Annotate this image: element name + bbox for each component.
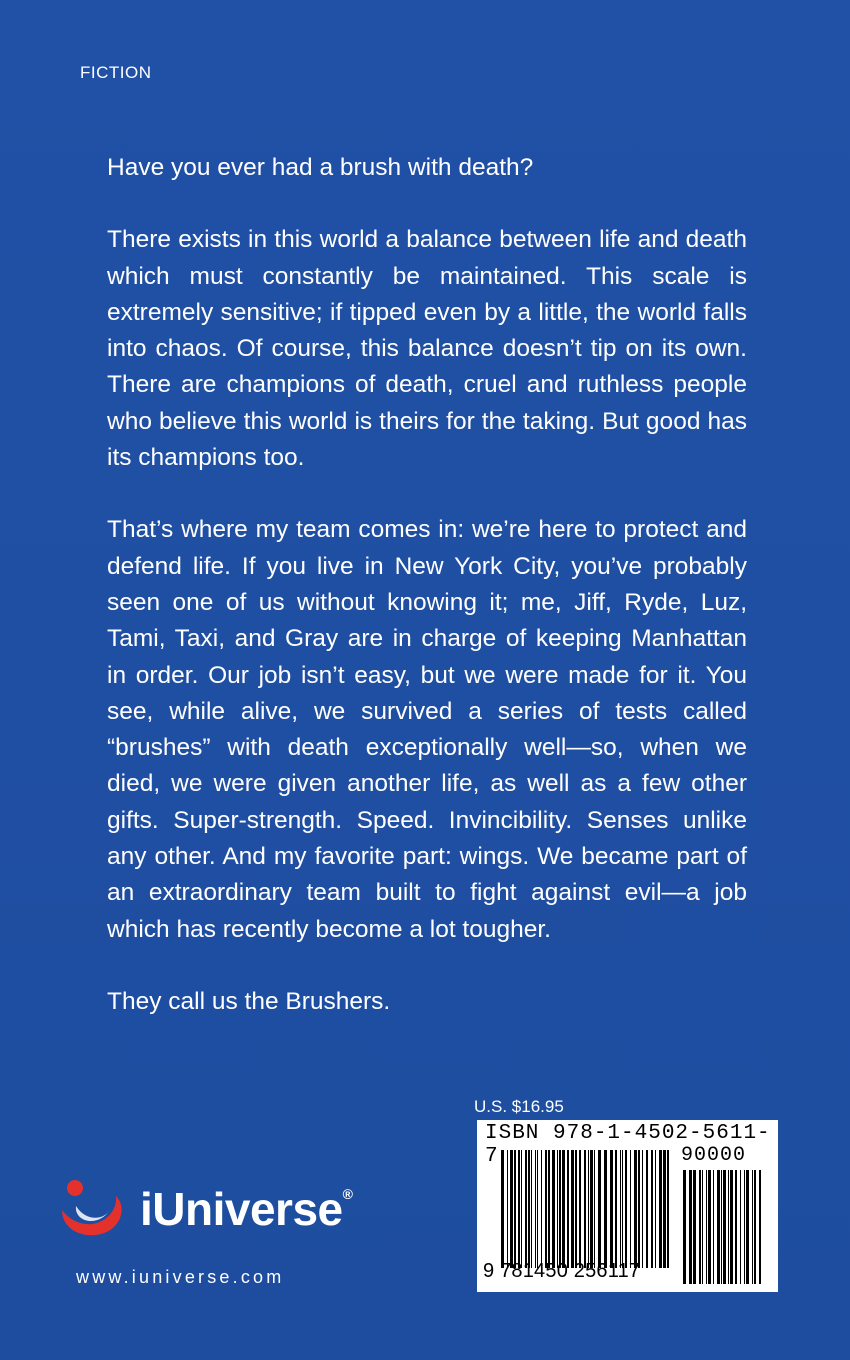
barcode-bar xyxy=(630,1150,631,1268)
barcode-bar xyxy=(667,1150,669,1268)
barcode-bar xyxy=(723,1170,726,1284)
barcode-bar xyxy=(642,1150,643,1268)
barcode-bar xyxy=(604,1150,607,1268)
publisher-logo xyxy=(58,1178,418,1258)
barcode-bar xyxy=(518,1150,520,1268)
barcode-bar xyxy=(584,1150,586,1268)
barcode-bar xyxy=(615,1150,617,1268)
barcode-bar xyxy=(598,1150,601,1268)
barcode-bar xyxy=(507,1150,508,1268)
barcode-bar xyxy=(594,1150,595,1268)
blurb-paragraph-3: That’s where my team comes in: we’re here to protect and defend life. If you live in New York City, you’ve probably seen one of us without knowing it; me, Jiff, Ryde, Luz, Tami, Taxi, and Gray are in charge of keeping Manhattan in order. Our job isn’t easy, but we were made for it. You see, while alive, we survived a series of tests called “brushes” with death exceptionally well—so, when we died, we were given another life, as well as a few other gifts. Super-strength. Speed. Invincibility. Senses unlike any other. And my favorite part: wings. We became part of an extraordinary team built to fight against evil—a job which has recently become a lot tougher. xyxy=(107,516,747,943)
barcode-bar xyxy=(699,1170,701,1284)
barcode-bar xyxy=(620,1150,621,1268)
ean-digits: 9 781450 256117 xyxy=(483,1260,641,1282)
barcode-bar xyxy=(752,1170,753,1284)
barcode-bar xyxy=(548,1150,550,1268)
registered-mark: ® xyxy=(342,1186,353,1202)
barcode-bar xyxy=(634,1150,637,1268)
barcode-bar xyxy=(759,1170,761,1284)
publisher-url: www.iuniverse.com xyxy=(76,1267,285,1287)
publisher-name xyxy=(140,1182,352,1236)
price-addon-digits: 90000 xyxy=(681,1144,747,1167)
barcode-bar xyxy=(683,1170,686,1284)
barcode-bar xyxy=(528,1150,530,1268)
barcode-bar xyxy=(693,1170,696,1284)
barcode-bar xyxy=(579,1150,581,1268)
barcode-bar xyxy=(537,1150,538,1268)
barcode-bar xyxy=(610,1150,613,1268)
barcode-bar xyxy=(575,1150,577,1268)
blurb-paragraph-1: Have you ever had a brush with death? xyxy=(107,154,534,181)
barcode-bar xyxy=(552,1150,555,1268)
barcode-bar xyxy=(728,1170,729,1284)
barcode-bar xyxy=(541,1150,542,1268)
barcode-bar xyxy=(651,1150,653,1268)
barcode-bar xyxy=(655,1150,656,1268)
barcode-bar xyxy=(638,1150,640,1268)
price-label: U.S. $16.95 xyxy=(474,1097,564,1116)
barcode-bar xyxy=(646,1150,648,1268)
barcode-bar xyxy=(557,1150,558,1268)
barcode-bar xyxy=(730,1170,733,1284)
barcode-bar xyxy=(740,1170,741,1284)
barcode-bar xyxy=(663,1150,666,1268)
isbn-text: ISBN 978-1-4502-5611-7 xyxy=(485,1122,771,1168)
barcode-bar xyxy=(525,1150,527,1268)
barcode-bar xyxy=(689,1170,692,1284)
barcode-bar xyxy=(622,1150,623,1268)
barcode-bar xyxy=(717,1170,720,1284)
barcode-bar xyxy=(754,1170,756,1284)
barcode-bar xyxy=(531,1150,532,1268)
barcode-bar xyxy=(744,1170,745,1284)
barcode-bar xyxy=(567,1150,569,1268)
barcode-bar xyxy=(721,1170,722,1284)
genre-label: FICTION xyxy=(80,63,152,82)
barcode-bar xyxy=(562,1150,565,1268)
barcode-bar xyxy=(746,1170,749,1284)
barcode-bar xyxy=(510,1150,513,1268)
blurb-paragraph-4: They call us the Brushers. xyxy=(107,987,391,1015)
barcode-bar xyxy=(501,1150,504,1268)
barcode-bar xyxy=(571,1150,574,1268)
barcode-bar xyxy=(735,1170,737,1284)
barcode-bar xyxy=(588,1150,589,1268)
blurb-paragraph-2: There exists in this world a balance between life and death which must constantly be maintained. This scale is extremely sensitive; if tipped even by a little, the world falls into chaos. Of course, this balance doesn’t tip on its own. There are champions of death, cruel and ruthless people who believe this world is theirs for the taking. But good has its champions too. xyxy=(107,226,747,472)
barcode-bar xyxy=(708,1170,711,1284)
barcode-bar xyxy=(713,1170,714,1284)
barcode-bar xyxy=(590,1150,593,1268)
ean-barcode-bars xyxy=(501,1150,671,1268)
barcode-bar xyxy=(559,1150,561,1268)
blurb-text xyxy=(107,150,747,1056)
barcode-bar xyxy=(545,1150,547,1268)
barcode-bar xyxy=(521,1150,522,1268)
barcode-bar xyxy=(625,1150,627,1268)
barcode xyxy=(477,1120,778,1292)
barcode-bar xyxy=(514,1150,516,1268)
barcode-bar xyxy=(702,1170,703,1284)
barcode-bar xyxy=(659,1150,662,1268)
addon-barcode-bars xyxy=(683,1170,761,1284)
barcode-bar xyxy=(706,1170,707,1284)
iuniverse-emblem-icon xyxy=(58,1178,138,1258)
publisher-name-text: iUniverse xyxy=(140,1183,343,1235)
barcode-bar xyxy=(535,1150,536,1268)
